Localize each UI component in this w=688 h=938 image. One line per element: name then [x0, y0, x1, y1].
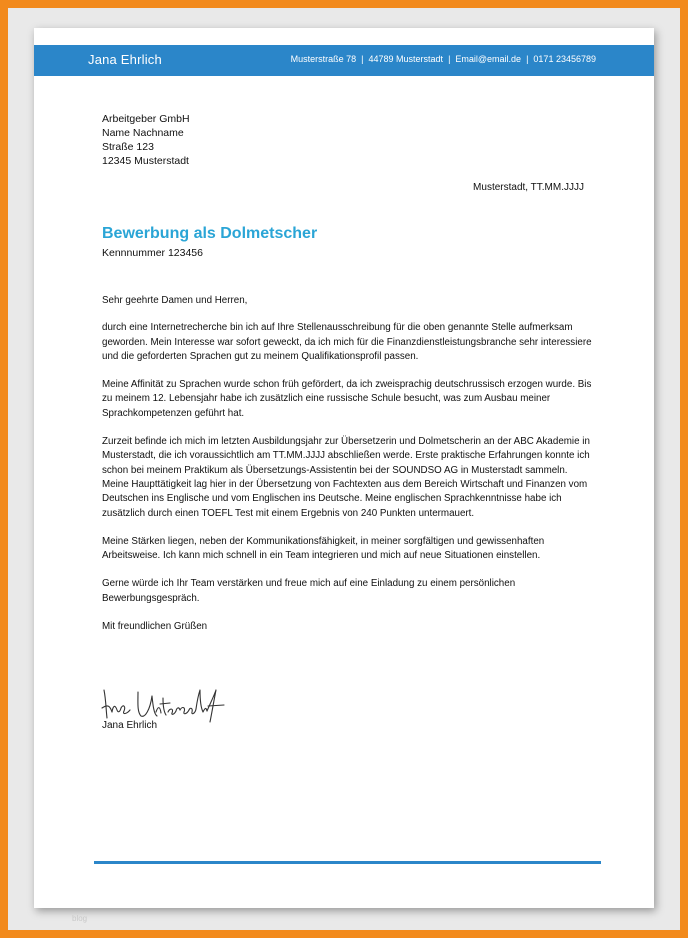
body-paragraph: Gerne würde ich Ihr Team verstärken und freue mich auf eine Einladung zu einem persönlichen Bewerbungsgespräch. [102, 578, 516, 604]
recipient-contact: Name Nachname [102, 127, 184, 139]
reference-number: Kennnummer 123456 [102, 247, 203, 259]
body-paragraph: durch eine Internetrecherche bin ich auf Ihre Stellenausschreibung für die oben genannte Stelle aufmerksam geworden. Mein Interesse war sofort geweckt, da ich mich für die Finanzdienstleistungsbranche sehr interessiere und die geforderten Sprachen gut zu meinem Qualifikationsprofil passen. [102, 322, 592, 362]
sender-city: 44789 Musterstadt [368, 54, 444, 64]
header-bar [34, 45, 654, 76]
body-paragraph: Meine Stärken liegen, neben der Kommunikationsfähigkeit, in meiner sorgfältigen und gewissenhaften Arbeitsweise. Ich kann mich schnell in ein Team integrieren und mich auf neue Situationen einstellen. [102, 535, 545, 562]
letter-body [102, 294, 592, 648]
closing: Mit freundlichen Grüßen [102, 621, 208, 633]
separator: | [526, 54, 529, 64]
sender-street: Musterstraße 78 [290, 54, 357, 64]
body-paragraph: Meine Affinität zu Sprachen wurde schon früh gefördert, da ich zweisprachig deutschrussisch erzogen wurde. Bis zu meinem 12. Lebensjahr habe ich zusätzlich eine russische Schule besucht, was zum Ausbau meiner Sprachkompetenzen geführt hat. [102, 379, 592, 419]
recipient-street: Straße 123 [102, 141, 154, 153]
sender-contact [291, 54, 596, 64]
letter-date: Musterstadt, TT.MM.JJJJ [473, 182, 584, 193]
letter-page [34, 28, 654, 923]
watermark: blog [72, 914, 88, 923]
sender-phone: 0171 23456789 [533, 54, 596, 64]
sender-name: Jana Ehrlich [88, 52, 162, 67]
separator: | [361, 54, 364, 64]
footer-rule [94, 861, 601, 864]
separator: | [448, 54, 451, 64]
signature-drawing [100, 682, 230, 724]
body-paragraph: Zurzeit befinde ich mich im letzten Ausbildungsjahr zur Übersetzerin und Dolmetscherin an der ABC Akademie in Musterstadt, die ich voraussichtlich am TT.MM.JJJJ abschließen werde. Erste praktische Erfahrungen konnte ich schon bei meinem Praktikum als Übersetzungs-Assistentin bei der SOUNDSO AG in Musterstadt sammeln. Meine Haupttätigkeit lag hier in der Übersetzung von Fachtexten aus dem Bereich Wirtschaft und Finanzen vom Deutschen ins Englische und vom Englischen ins Deutsche. Meine englischen Sprachkenntnisse habe ich zusätzlich durch einen TOEFL Test mit einem Ergebnis von 240 Punkten untermauert. [102, 436, 590, 519]
salutation: Sehr geehrte Damen und Herren, [102, 295, 248, 306]
recipient-address [102, 112, 190, 168]
signer-name: Jana Ehrlich [102, 720, 158, 731]
recipient-city: 12345 Musterstadt [102, 155, 189, 167]
sender-email: Email@email.de [455, 54, 522, 64]
letter-subject: Bewerbung als Dolmetscher [102, 225, 318, 242]
recipient-company: Arbeitgeber GmbH [102, 113, 190, 125]
